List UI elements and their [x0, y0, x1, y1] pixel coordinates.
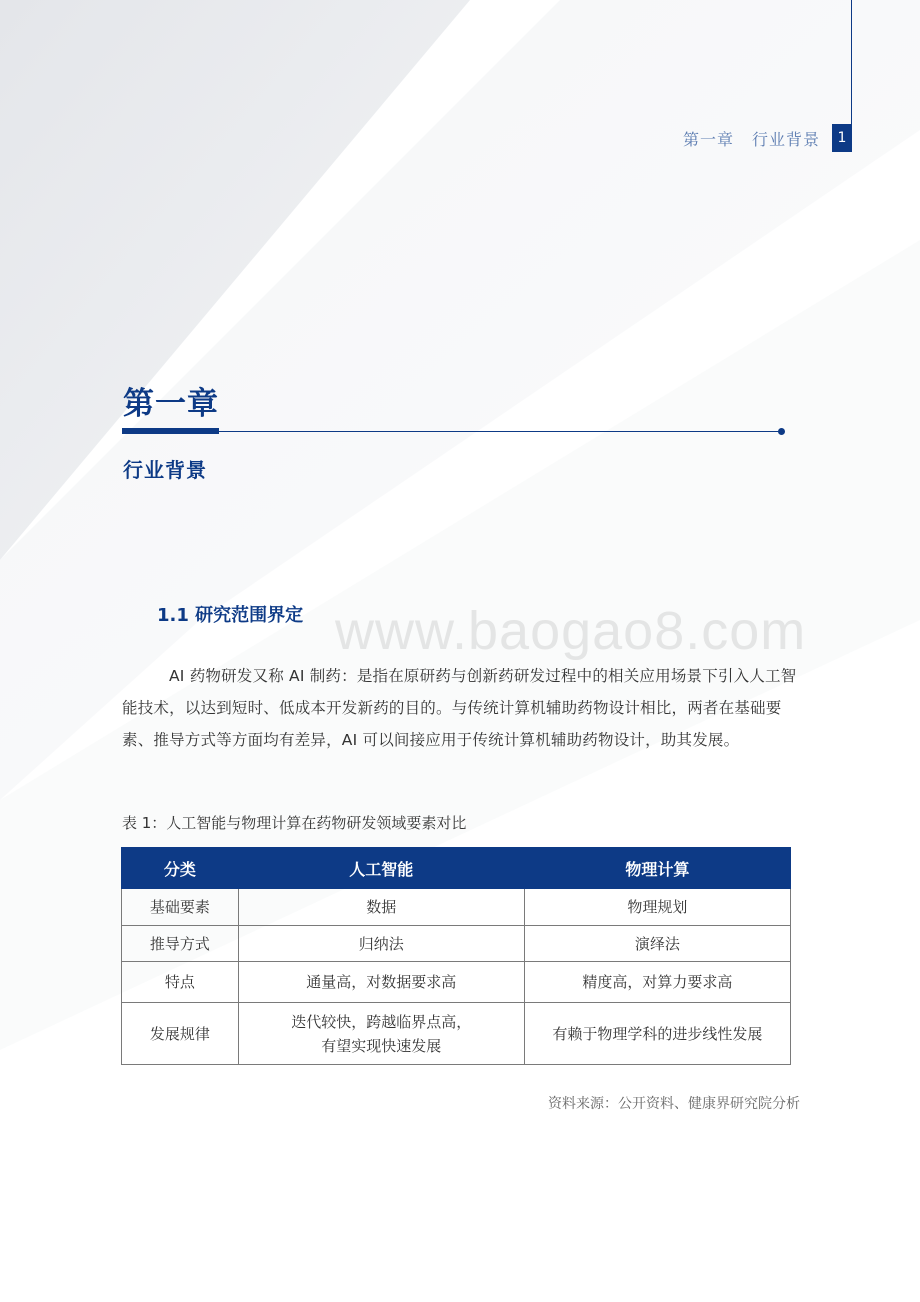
- body-paragraph: AI 药物研发又称 AI 制药：是指在原研药与创新药研发过程中的相关应用场景下引入人工智能技术，以达到短时、低成本开发新药的目的。与传统计算机辅助药物设计相比，两者在基础要素、推导方式等方面均有差异，AI 可以间接应用于传统计算机辅助药物设计，助其发展。: [122, 667, 797, 749]
- chapter-subtitle: 行业背景: [123, 458, 207, 482]
- table-row: [122, 889, 791, 926]
- page-number: 1: [832, 124, 852, 152]
- table-row: [122, 926, 791, 962]
- comparison-table: [121, 847, 791, 1065]
- table-header-cell: 人工智能: [238, 848, 524, 889]
- table-header-cell: 物理计算: [524, 848, 790, 889]
- table-cell-line: 迭代较快，跨越临界点高，: [291, 1012, 472, 1031]
- table-cell: 数据: [238, 889, 524, 926]
- table-header-row: [122, 848, 791, 889]
- table-caption: 表 1：人工智能与物理计算在药物研发领域要素对比: [122, 814, 467, 832]
- source-note: 资料来源：公开资料、健康界研究院分析: [548, 1096, 800, 1112]
- table-cell-multiline: [238, 1003, 524, 1065]
- header-title: 行业背景: [751, 129, 820, 149]
- table-cell: 发展规律: [122, 1003, 239, 1065]
- table-cell-line: 有望实现快速发展: [321, 1036, 442, 1055]
- running-header: [683, 124, 852, 152]
- table-cell: 有赖于物理学科的进步线性发展: [524, 1003, 790, 1065]
- table-row: [122, 962, 791, 1003]
- chapter-title: 第一章: [123, 386, 219, 422]
- table-cell: 推导方式: [122, 926, 239, 962]
- table-cell: 演绎法: [524, 926, 790, 962]
- table-cell: 归纳法: [238, 926, 524, 962]
- watermark: www.baogao8.com: [335, 601, 807, 661]
- table-header-cell: 分类: [122, 848, 239, 889]
- table-cell: 精度高，对算力要求高: [524, 962, 790, 1003]
- section-title: 1.1 研究范围界定: [157, 605, 304, 626]
- table-cell: 通量高，对数据要求高: [238, 962, 524, 1003]
- table-row: [122, 1003, 791, 1065]
- table-cell: 物理规划: [524, 889, 790, 926]
- chapter-divider: [122, 428, 784, 437]
- table-cell: 特点: [122, 962, 239, 1003]
- header-chapter: 第一章: [682, 129, 734, 149]
- table-cell: 基础要素: [122, 889, 239, 926]
